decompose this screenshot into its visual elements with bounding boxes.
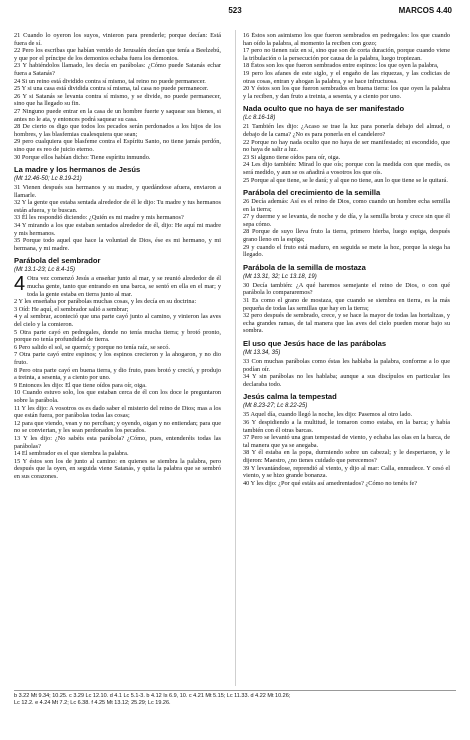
verse: 17 pero no tienen raíz en sí, sino que son de corta duración, porque cuando viene la tribulación o la persecución por causa de la palabra, luego tropiezan. bbox=[243, 47, 450, 62]
verse: 37 Pero se levantó una gran tempestad de viento, y echaba las olas en la barca, de tal manera que ya se anegaba. bbox=[243, 434, 450, 449]
section-heading: Parábola del sembrador bbox=[14, 256, 101, 266]
verse: 21 Cuando lo oyeron los suyos, vinieron para prenderle; porque decían: Está fuera de sí. bbox=[14, 32, 221, 47]
section-heading: Parábola del crecimiento de la semilla bbox=[243, 188, 381, 198]
section-heading: Nada oculto que no haya de ser manifestado bbox=[243, 104, 405, 114]
verse: 40 Y les dijo: ¿Por qué estáis así amedrentados? ¿Cómo no tenéis fe? bbox=[243, 479, 418, 487]
verse: 27 Ninguno puede entrar en la casa de un hombre fuerte y saquear sus bienes, si antes no le ata, y entonces podrá saquear su casa. bbox=[14, 107, 221, 123]
right-column bbox=[243, 32, 450, 684]
verse: 21 También les dijo: ¿Acaso se trae la luz para ponerla debajo del almud, o debajo de la cama? ¿No es para ponerla en el candelero? bbox=[243, 123, 450, 138]
verse: 34 Y mirando a los que estaban sentados alrededor de él, dijo: He aquí mi madre y mis hermanos. bbox=[14, 222, 221, 237]
verse: 29 y cuando el fruto está maduro, en seguida se mete la hoz, porque la siega ha llegado. bbox=[243, 243, 450, 259]
verse: 7 Otra parte cayó entre espinos; y los espinos crecieron y la ahogaron, y no dio fruto. bbox=[14, 351, 221, 366]
verse: 30 Decía también: ¿A qué haremos semejante el reino de Dios, o con qué parábola lo compararemos? bbox=[243, 281, 450, 297]
page-header bbox=[18, 6, 452, 18]
section-heading: Parábola de la semilla de mostaza bbox=[243, 262, 366, 272]
parallel-reference: (Mt 13.1-23; Lc 8.4-15) bbox=[14, 267, 76, 274]
verse: 38 Y él estaba en la popa, durmiendo sobre un cabezal; y le despertaron, y le dijeron: Maestro, ¿no tienes cuidado que perecemos? bbox=[243, 449, 450, 464]
verse: 3 Oíd: He aquí, el sembrador salió a sembrar; bbox=[14, 305, 129, 313]
footnote-line: b 3.22 Mt 9.34; 10.25. c 3.29 Lc 12.10. d 4.1 Lc 5.1-3. b 4.12 Is 6.9, 10. c 4.21 Mt 5.15; Lc 11.33. d 4.22 Mt 10.26; bbox=[14, 693, 291, 699]
verse: 11 Y les dijo: A vosotros os es dado saber el misterio del reino de Dios; mas a los que están fuera, por parábolas todas las cosas; bbox=[14, 404, 221, 420]
verse: 13 Y les dijo: ¿No sabéis esta parábola? ¿Cómo, pues, entenderéis todas las parábolas? bbox=[14, 434, 221, 450]
verse: 26 Decía además: Así es el reino de Dios, como cuando un hombre echa semilla en la tierra; bbox=[243, 198, 450, 213]
verse: 33 Él les respondió diciendo: ¿Quién es mi madre y mis hermanos? bbox=[14, 214, 184, 222]
verse: 8 Pero otra parte cayó en buena tierra, y dio fruto, pues brotó y creció, y produjo a treinta, a sesenta, y a ciento por uno. bbox=[14, 366, 221, 382]
parallel-reference: (Mt 12.46-50; Lc 8.19-21) bbox=[14, 176, 82, 183]
verse: 32 pero después de sembrado, crece, y se hace la mayor de todas las hortalizas, y echa grandes ramas, de tal manera que las aves del cielo pueden morar bajo su sombra. bbox=[243, 312, 450, 335]
verse: 32 Y la gente que estaba sentada alrededor de él le dijo: Tu madre y tus hermanos están afuera, y te buscan. bbox=[14, 199, 221, 214]
verse: 9 Entonces les dijo: El que tiene oídos para oír, oiga. bbox=[14, 381, 147, 389]
verse: 22 Porque no hay nada oculto que no haya de ser manifestado; ni escondido, que no haya de salir a luz. bbox=[243, 138, 450, 154]
verse: 36 Y despidiendo a la multitud, le tomaron como estaba, en la barca; y había también con él otras barcas. bbox=[243, 418, 450, 434]
verse: 2 Y les enseñaba por parábolas muchas cosas, y les decía en su doctrina: bbox=[14, 298, 197, 306]
parallel-reference: (Lc 8.16-18) bbox=[243, 115, 276, 122]
verse: 35 Aquel día, cuando llegó la noche, les dijo: Pasemos al otro lado. bbox=[243, 411, 413, 419]
verse: 23 Y habiéndolos llamado, les decía en parábolas: ¿Cómo puede Satanás echar fuera a Satanás? bbox=[14, 62, 221, 77]
verse: 16 Éstos son asimismo los que fueron sembrados en pedregales: los que cuando han oído la palabra, al momento la reciben con gozo; bbox=[243, 32, 450, 47]
parallel-reference: (Mt 13.34, 35) bbox=[243, 350, 281, 356]
footnotes bbox=[14, 693, 456, 707]
chapter-opening-verse bbox=[14, 275, 221, 298]
section-heading: La madre y los hermanos de Jesús bbox=[14, 165, 141, 175]
verse: 15 Y éstos son los de junto al camino: en quienes se siembra la palabra, pero después que la oyen, en seguida viene Satanás, y quita la palabra que se sembró en sus corazones. bbox=[14, 457, 221, 480]
verse: 10 Cuando estuvo solo, los que estaban cerca de él con los doce le preguntaron sobre la parábola. bbox=[14, 389, 221, 404]
page-number: 523 bbox=[228, 6, 242, 15]
verse: 22 Pero los escribas que habían venido de Jerusalén decían que tenía a Beelzebú, y que por el príncipe de los demonios echaba fuera los demonios. bbox=[14, 47, 221, 62]
verse: 39 Y levantándose, reprendió al viento, y dijo al mar: Calla, enmudece. Y cesó el viento, y se hizo grande bonanza. bbox=[243, 464, 450, 480]
verse-text: Otra vez comenzó Jesús a enseñar junto al mar, y se reunió alrededor de él mucha gente, tanto que entrando en una barca, se sentó en ella en el mar; y toda la gente estaba en tierra junto al mar. bbox=[27, 275, 221, 298]
verse: 28 De cierto os digo que todos los pecados serán perdonados a los hijos de los hombres, y las blasfemias cualesquiera que sean; bbox=[14, 123, 221, 138]
verse: 29 pero cualquiera que blasfeme contra el Espíritu Santo, no tiene jamás perdón, sino que es reo de juicio eterno. bbox=[14, 138, 221, 153]
left-column bbox=[14, 32, 221, 684]
verse: 34 Y sin parábolas no les hablaba; aunque a sus discípulos en particular les declaraba todo. bbox=[243, 373, 450, 388]
verse: 4 y al sembrar, aconteció que una parte cayó junto al camino, y vinieron las aves del cielo y la comieron. bbox=[14, 313, 221, 328]
verse: 35 Porque todo aquel que hace la voluntad de Dios, ése es mi hermano, y mi hermana, y mi madre. bbox=[14, 237, 221, 252]
verse: 27 y duerme y se levanta, de noche y de día, y la semilla brota y crece sin que él sepa cómo. bbox=[243, 213, 450, 228]
verse: 5 Otra parte cayó en pedregales, donde no tenía mucha tierra; y brotó pronto, porque no tenía profundidad de tierra. bbox=[14, 328, 221, 344]
running-head: MARCOS 4.40 bbox=[398, 6, 452, 15]
verse: 28 Porque de suyo lleva fruto la tierra, primero hierba, luego espiga, después grano lleno en la espiga; bbox=[243, 228, 450, 244]
verse: 31 Es como el grano de mostaza, que cuando se siembra en tierra, es la más pequeña de todas las semillas que hay en la tierra; bbox=[243, 297, 450, 312]
verse: 12 para que viendo, vean y no perciban; y oyendo, oigan y no entiendan; para que no se conviertan, y les sean perdonados los pecados. bbox=[14, 419, 221, 435]
section-heading: El uso que Jesús hace de las parábolas bbox=[243, 339, 387, 348]
parallel-reference: (Mt 8.23-27; Lc 8.22-25) bbox=[243, 403, 308, 410]
verse: 20 Y éstos son los que fueron sembrados en buena tierra: los que oyen la palabra y la reciben, y dan fruto a treinta, a sesenta, y a ciento por uno. bbox=[243, 85, 450, 100]
verse: 6 Pero salido el sol, se quemó; y porque no tenía raíz, se secó. bbox=[14, 343, 170, 351]
footnote-line: Lc 12.2. e 4.24 Mt 7.2; Lc 6.38. f 4.25 Mt 13.12; 25.29; Lc 19.26. bbox=[14, 700, 171, 706]
verse: 25 Porque al que tiene, se le dará; y al que no tiene, aun lo que tiene se le quitará. bbox=[243, 176, 448, 184]
parallel-reference: (Mt 13.31, 32; Lc 13.18, 19) bbox=[243, 273, 317, 280]
chapter-number: 4 bbox=[14, 273, 26, 296]
column-divider bbox=[235, 30, 236, 686]
verse: 33 Con muchas parábolas como éstas les hablaba la palabra, conforme a lo que podían oír. bbox=[243, 358, 450, 373]
footnote-rule bbox=[14, 690, 456, 691]
verse: 26 Y si Satanás se levanta contra sí mismo, y se divide, no puede permanecer, sino que ha llegado su fin. bbox=[14, 92, 221, 108]
section-heading: Jesús calma la tempestad bbox=[243, 392, 337, 402]
verse: 19 pero los afanes de este siglo, y el engaño de las riquezas, y las codicias de otras cosas, entran y ahogan la palabra, y se hace infructuosa. bbox=[243, 69, 450, 85]
verse: 31 Vienen después sus hermanos y su madre, y quedándose afuera, enviaron a llamarle. bbox=[14, 184, 221, 199]
verse: 18 Éstos son los que fueron sembrados entre espinos: los que oyen la palabra, bbox=[243, 62, 439, 70]
verse: 23 Si alguno tiene oídos para oír, oiga. bbox=[243, 153, 341, 161]
verse: 14 El sembrador es el que siembra la palabra. bbox=[14, 450, 129, 458]
verse: 24 Les dijo también: Mirad lo que oís; porque con la medida con que medís, os será medido, y aun se os añadirá a vosotros los que oís. bbox=[243, 161, 450, 176]
verse: 24 Si un reino está dividido contra sí mismo, tal reino no puede permanecer. bbox=[14, 77, 206, 85]
verse: 25 Y si una casa está dividida contra sí misma, tal casa no puede permanecer. bbox=[14, 85, 209, 93]
verse: 30 Porque ellos habían dicho: Tiene espíritu inmundo. bbox=[14, 153, 151, 161]
